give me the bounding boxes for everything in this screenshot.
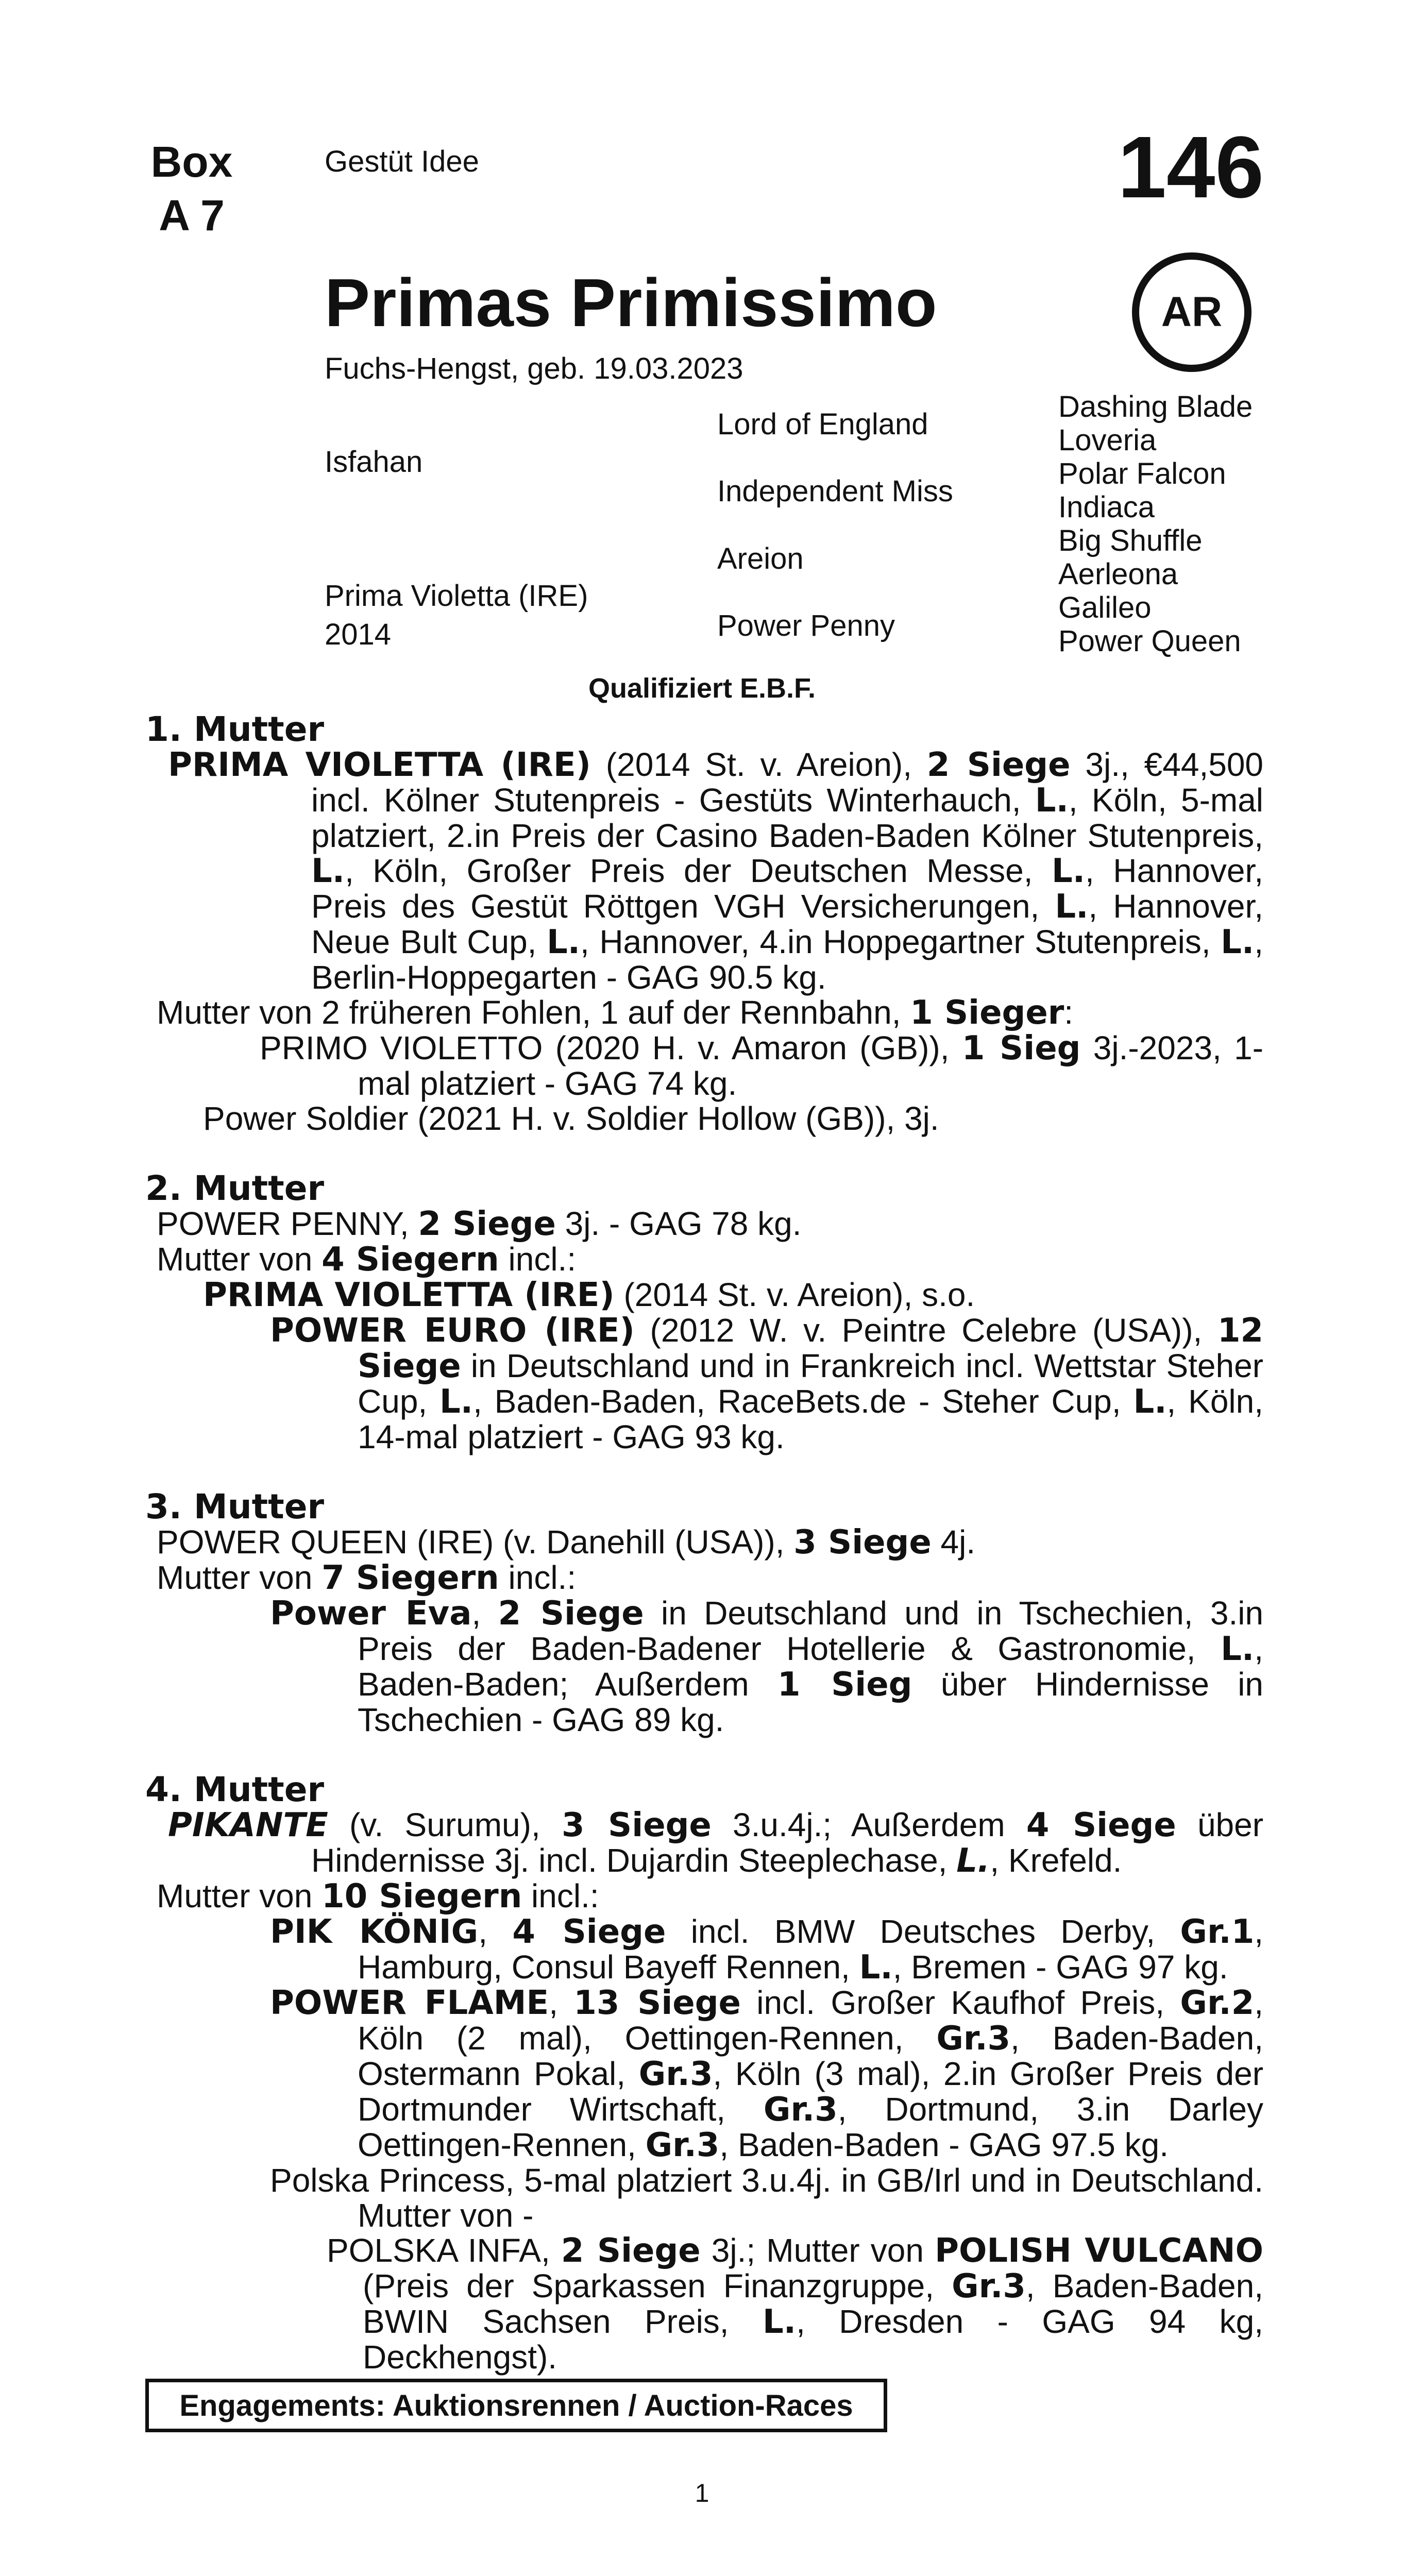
pedigree-dam-year: 2014 [325,618,392,651]
qualification: Qualifiziert E.B.F. [588,673,816,704]
pedigree-great-grandparent: Dashing Blade [1058,390,1253,423]
offspring-entry: PRIMO VIOLETTO (2020 H. v. Amaron (GB)), 1 Sieg 3j.-2023, 1-mal platziert - GAG 74 kg. [260,1029,1264,1102]
pedigree-grandparent: Power Penny [717,609,895,642]
dam-entry: PRIMA VIOLETTA (IRE) (2014 St. v. Areion), 2 Siege 3j., €44,500 incl. Kölner Stutenpreis - Gestüts Winterhauch, L., Köln, 5-mal platziert, 2.in Preis der Casino Baden-Baden Kölner Stutenpreis, L., Köln, Großer Preis der Deutschen Messe, L., Hannover, Preis des Gestüt Röttgen VGH Versicherungen, L., Hannover, Neue Bult Cup, L., Hannover, 4.in Hoppegartner Stutenpreis, L., Berlin-Hoppegarten - GAG 90.5 kg. [168,746,1264,996]
pedigree-great-grandparent: Indiaca [1058,490,1155,524]
pedigree-grandparent: Areion [717,542,804,575]
section-heading: 1. Mutter [145,709,325,749]
dam-entry: PIKANTE (v. Surumu), 3 Siege 3.u.4j.; Außerdem 4 Siege über Hindernisse 3j. incl. Dujardin Steeplechase, L., Krefeld. [168,1806,1264,1880]
pedigree-grandparent: Independent Miss [717,474,953,508]
pedigree-grandparent: Lord of England [717,408,928,441]
offspring-entry: Power Soldier (2021 H. v. Soldier Hollow (GB)), 3j. [203,1100,939,1137]
dam-name: PIKANTE [168,1806,328,1844]
box-number: A 7 [159,191,225,240]
pedigree-great-grandparent: Polar Falcon [1058,457,1226,490]
offspring-entry: POWER EURO (IRE) (2012 W. v. Peintre Celebre (USA)), 12 Siege in Deutschland und in Frankreich incl. Wettstar Steher Cup, L., Baden-Baden, RaceBets.de - Steher Cup, L., Köln, 14-mal platziert - GAG 93 kg. [270,1312,1264,1455]
offspring-entry: PIK KÖNIG, 4 Siege incl. BMW Deutsches Derby, Gr.1, Hamburg, Consul Bayeff Rennen, L., Bremen - GAG 97 kg. [270,1913,1263,1987]
section-heading: 2. Mutter [145,1168,325,1208]
mother-of-line: Mutter von 2 früheren Fohlen, 1 auf der Rennbahn, 1 Sieger: [157,994,1074,1032]
offspring-entry: Power Eva, 2 Siege in Deutschland und in Tschechien, 3.in Preis der Baden-Badener Hotellerie & Gastronomie, L., Baden-Baden; Außerdem 1 Sieg über Hindernisse in Tschechien - GAG 89 kg. [270,1595,1264,1738]
section-heading: 3. Mutter [145,1487,325,1527]
dam-name: PRIMA VIOLETTA (IRE) [168,746,591,784]
breeder: Gestüt Idee [325,145,479,178]
horse-description: Fuchs-Hengst, geb. 19.03.2023 [325,352,743,385]
page-number: 1 [695,2479,709,2507]
ar-badge: AR [1132,252,1251,372]
mother-of-line: Mutter von 10 Siegern incl.: [157,1877,599,1916]
pedigree-great-grandparent: Galileo [1058,591,1152,624]
offspring-entry: Polska Princess, 5-mal platziert 3.u.4j. in GB/Irl und in Deutschland. Mutter von - [270,2162,1263,2234]
female-line [145,709,1264,2376]
box-title: Box [150,138,233,186]
grand-offspring-entry: POLSKA INFA, 2 Siege 3j.; Mutter von POLISH VULCANO (Preis der Sparkassen Finanzgruppe, Gr.3, Baden-Baden, BWIN Sachsen Preis, L., Dresden - GAG 94 kg, Deckhengst). [327,2232,1264,2376]
pedigree-great-grandparent: Aerleona [1058,557,1178,591]
horse-name: Primas Primissimo [325,265,937,341]
mother-of-line: Mutter von 7 Siegern incl.: [157,1559,577,1597]
box-label [145,135,238,242]
pedigree-sire: Isfahan [325,445,423,479]
pedigree-great-grandparent: Loveria [1058,423,1157,457]
pedigree-dam: Prima Violetta (IRE) [325,579,588,613]
dam-entry: POWER QUEEN (IRE) (v. Danehill (USA)), 3 Siege 4j. [157,1523,976,1562]
mother-of-line: Mutter von 4 Siegern incl.: [157,1241,577,1279]
pedigree-great-grandparent: Big Shuffle [1058,524,1203,557]
offspring-entry: POWER FLAME, 13 Siege incl. Großer Kaufhof Preis, Gr.2, Köln (2 mal), Oettingen-Rennen, Gr.3, Baden-Baden, Ostermann Pokal, Gr.3, Köln (3 mal), 2.in Großer Preis der Dortmunder Wirtschaft, Gr.3, Dortmund, 3.in Darley Oettingen-Rennen, Gr.3, Baden-Baden - GAG 97.5 kg. [270,1984,1264,2164]
dam-entry: POWER PENNY, 2 Siege 3j. - GAG 78 kg. [157,1205,802,1243]
catalogue-number: 146 [1118,118,1264,216]
pedigree-great-grandparent: Power Queen [1058,624,1241,658]
engagements-box: Engagements: Auktionsrennen / Auction-Races [145,2379,887,2432]
section-heading: 4. Mutter [145,1770,325,1809]
offspring-entry: PRIMA VIOLETTA (IRE) (2014 St. v. Areion), s.o. [203,1276,975,1314]
